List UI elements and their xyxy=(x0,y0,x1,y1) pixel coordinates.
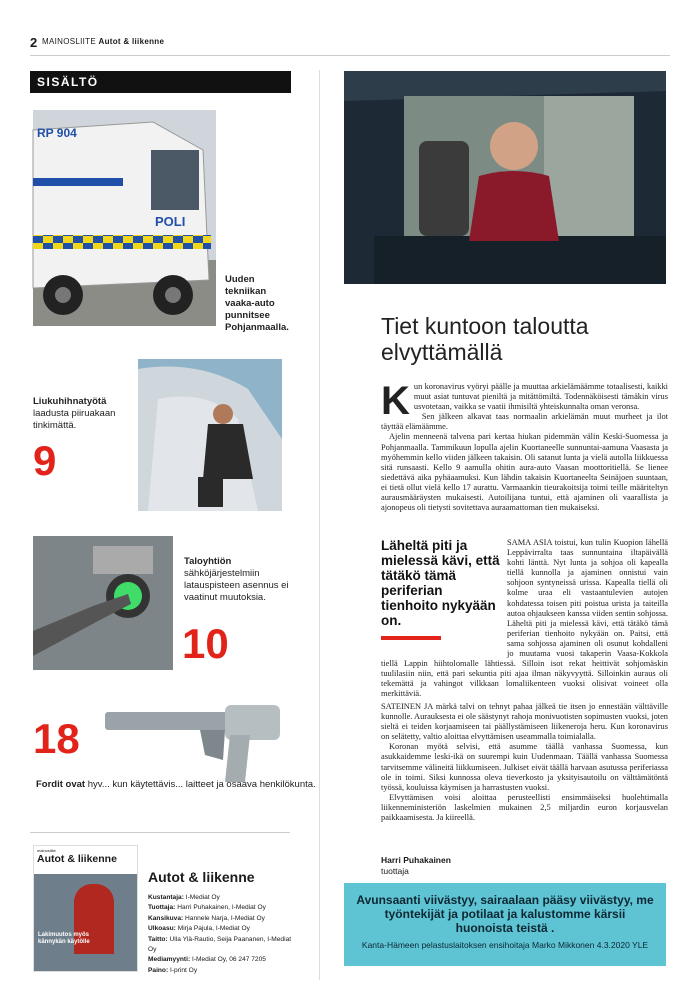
article-title: Tiet kuntoon taloutta elvyttämällä xyxy=(381,313,589,365)
cover-thumbnail[interactable] xyxy=(33,845,138,972)
colophon-value: I-Mediat Oy xyxy=(185,894,220,901)
colophon-value: Mirja Pajula, I-Mediat Oy xyxy=(177,925,250,933)
article-paragraph: Koronan myötä selvisi, että asumme täällä vanhassa Suomessa, kun asukkaidemme leski-ikä on suurempi kuin Uudenmaan. Täällä vanhassa Suomessa tarvitsemme välineitä liikkumiseen. Julkiset eivät täällä harvaan asutussa periferiassa ole in toimi. Siksi kunnossa oleva tieverkosto ja yksityisautoilu on välttämätöntä työssä, kouluissa käymisen ja harrastusten vuoksi. xyxy=(381,742,668,792)
contents-item-3-page: 10 xyxy=(182,620,229,667)
contents-item-1-lead: Uuden xyxy=(225,274,255,285)
contents-item-4[interactable] xyxy=(36,779,316,791)
colophon-entry xyxy=(148,924,298,934)
colophon-label: Mediamyynti: xyxy=(148,956,191,964)
assembly-line-photo xyxy=(138,359,282,511)
colophon-entry xyxy=(148,914,298,924)
colophon-entry xyxy=(148,893,298,903)
header-magazine xyxy=(42,37,164,46)
contents-item-2[interactable] xyxy=(33,396,128,432)
article-paragraph: SAMA ASIA toistui, kun tulin Kuopion lähellä Leppävirralta taas sunnuntaina iltapäivällä kohti länttä. Nyt lunta ja sohjoa oli kapealla tiellä kunnolla ja ajaminen onnistui vain sohjoon syntyneissä urissa. Kapealla tiellä oli kolme uraa eli vastaantulevien autojen kohdatessa toisen piti poistua urista ja taiteilla autoa ohjaukseen kanssa viiden sentin sohjossa. Läheltä piti ja mielessä kävi, että tätäkö tämä periferian tienhoito nykyään on. Paitsi, että sama sohjossa ajaminen oli osunut kohdalleni jo muutama vuosi takaperin Vaasa-Kokkola tiellä Lappin hiihtolomalle lähtiessä. Silloin isot rekat heittivät sohjomäskin tuulilasiin niin, että pari sekuntia piti ajaa ilman näkyvyyttä. Silloinkin auraus oli tekemättä ja vahingot vilkkaan lomaliikenteen vuoksi olisivat voineet olla merkittäviä. xyxy=(381,538,668,699)
quote-attribution: Kanta-Hämeen pelastuslaitoksen ensihoitaja Marko Mikkonen 4.3.2020 YLE xyxy=(361,940,649,950)
colophon-entry xyxy=(148,903,298,913)
article-paragraph: Ajelin menneenä talvena pari kertaa hiukan pidemmän välin Keski-Suomessa ja Pohjanmaalla. Tammikuun lopulla ajelin Kuortaneelle sunnuntai-aamuna Vaasasta ja myöhemmin kello viiden jälkeen takaisin. Oli satanut lunta ja vielä autolla liikkuessa sitä runsaasti. Kello 9 aamulla ohitin aura-auto Vaasan moottoritiellä. Se lienee siedettävä aika pyhäaamuksi. Kun lähdin takaisin Kuortaneelta Seinäjoen suuntaan, ei tietä ollut vielä kello 17 aurattu. Varmaankin tieurakoitsija toimi teille määriteltyn aurausmääräysten mukaisesti. Autoilijana tuntui, että ajaminen oli vaarallista ja ajonopeus oli tietysti sovitettava auraamattoman tien mukaiseksi. xyxy=(381,432,668,513)
article-paragraph: un koronavirus vyöryi päälle ja muuttaa arkielämäämme totaalisesti, kaikki muut asiat tuntuvat pieniltä ja mitättömiltä. Todennäköisesti tämäkin virus usvotetaan, vaikka se vaatii ihmisiltä yhteiskunnalta oman veronsa. xyxy=(413,382,668,412)
header-divider xyxy=(30,55,670,56)
magazine-name: Autot & liikenne xyxy=(98,37,165,46)
contents-item-4-text: hyv... kun käytettävis... laitteet ja osaava henkilökunta. xyxy=(87,779,316,790)
colophon-entry xyxy=(148,955,298,965)
police-van-photo xyxy=(33,110,216,326)
drop-cap: K xyxy=(381,379,410,423)
pull-quote: Läheltä piti ja mielessä kävi, että tätäkö tämä periferian tienhoito nykyään on. xyxy=(381,538,500,628)
colophon-value: I-print Oy xyxy=(170,966,198,974)
page-number: 2 xyxy=(30,35,38,50)
colophon-value: Hannele Narja, I-Mediat Oy xyxy=(185,914,265,922)
colophon-label: Tuottaja: xyxy=(148,904,176,912)
colophon-value: Ulla Ylä-Rautio, Seija Paananen, I-Mediat Oy xyxy=(148,935,292,954)
contents-item-1-text: tekniikan vaaka-auto punnitsee Pohjanmaalla. xyxy=(225,286,289,333)
quote-box xyxy=(344,883,666,966)
contents-item-4-page: 18 xyxy=(33,715,80,762)
charging-photo xyxy=(33,536,173,670)
colophon-label: Ulkoasu: xyxy=(148,925,176,933)
contents-item-2-page: 9 xyxy=(33,437,57,484)
contents-item-4-lead: Fordit ovat xyxy=(36,779,86,790)
contents-item-2-text: laadusta piiruakaan tinkimättä. xyxy=(33,408,116,431)
quote-text: Avunsaanti viivästyy, sairaalaan pääsy viivästyy, me työntekijät ja potilaat ja kalustomme kärsii huonoista teistä . xyxy=(356,893,654,935)
contents-item-3-lead: Taloyhtiön xyxy=(184,556,232,567)
article-paragraph: Sen jälkeen alkavat taas normaalin arkielämän muut murheet ja ilot täyttää elämäämme. xyxy=(381,412,668,432)
article-paragraph: Elvyttämisen voisi aloittaa perusteellisti ensimmäiseksi huolehtimalla liikenneministeriön laskelmien mukainen 2,5 miljardin euron korjausvelan paikkaamisesta. Ja kiireellä. xyxy=(381,792,668,823)
van-side-text: POLI xyxy=(155,214,186,229)
fuel-nozzle-image xyxy=(95,700,285,790)
colophon-entry xyxy=(148,966,298,976)
contents-item-3-text: sähköjärjestelmiin latauspisteen asennus ei vaatinut muutoksia. xyxy=(184,568,289,603)
driver-photo xyxy=(344,71,666,284)
contents-heading: SISÄLTÖ xyxy=(30,71,291,93)
cover-logo: Autot & liikenne xyxy=(37,853,117,865)
article-paragraph: SATEINEN JA märkä talvi on tehnyt pahaa jälkeä tie itsen jo ennestään välttäville kunnolle. Aurauksesta ei ole säästynyt rahoja monivuotisten sopimusten vuoksi, joten sieltä ei teiden korjaamiseen tai päällystämiseen liikeneroja heru. Kun koronavirus on selätetty, valtio aloittaa elvyttämisen useammalla toimialalla. xyxy=(381,702,668,742)
cover-headline: Lakimuutos myös kännykän käytölle xyxy=(38,932,90,945)
colophon-value: Harri Puhakainen, I-Mediat Oy xyxy=(177,904,266,912)
colophon-entry xyxy=(148,935,298,956)
contents-item-3[interactable] xyxy=(184,556,294,604)
cover-small-text: mainosliite xyxy=(37,848,56,853)
contents-item-2-lead: Liukuhihnatyötä xyxy=(33,396,107,407)
article-sama-asia xyxy=(381,538,668,700)
colophon-label: Taitto: xyxy=(148,935,168,943)
colophon-label: Kansikuva: xyxy=(148,914,184,922)
author-role: tuottaja xyxy=(381,866,409,876)
colophon-divider xyxy=(30,832,290,833)
colophon-value: I-Mediat Oy, 06 247 7205 xyxy=(191,956,266,964)
article-intro xyxy=(381,379,668,513)
contents-item-1[interactable] xyxy=(225,274,295,334)
colophon-label: Kustantaja: xyxy=(148,894,184,901)
colophon-label: Paino: xyxy=(148,966,169,974)
column-divider xyxy=(319,70,320,980)
colophon-title: Autot & liikenne xyxy=(148,869,255,885)
article-conclusion xyxy=(381,702,668,823)
van-number-text: RP 904 xyxy=(37,126,77,140)
author-name: Harri Puhakainen xyxy=(381,855,451,865)
supplement-label: MAINOSLIITE xyxy=(42,37,96,46)
colophon-list xyxy=(148,893,298,976)
